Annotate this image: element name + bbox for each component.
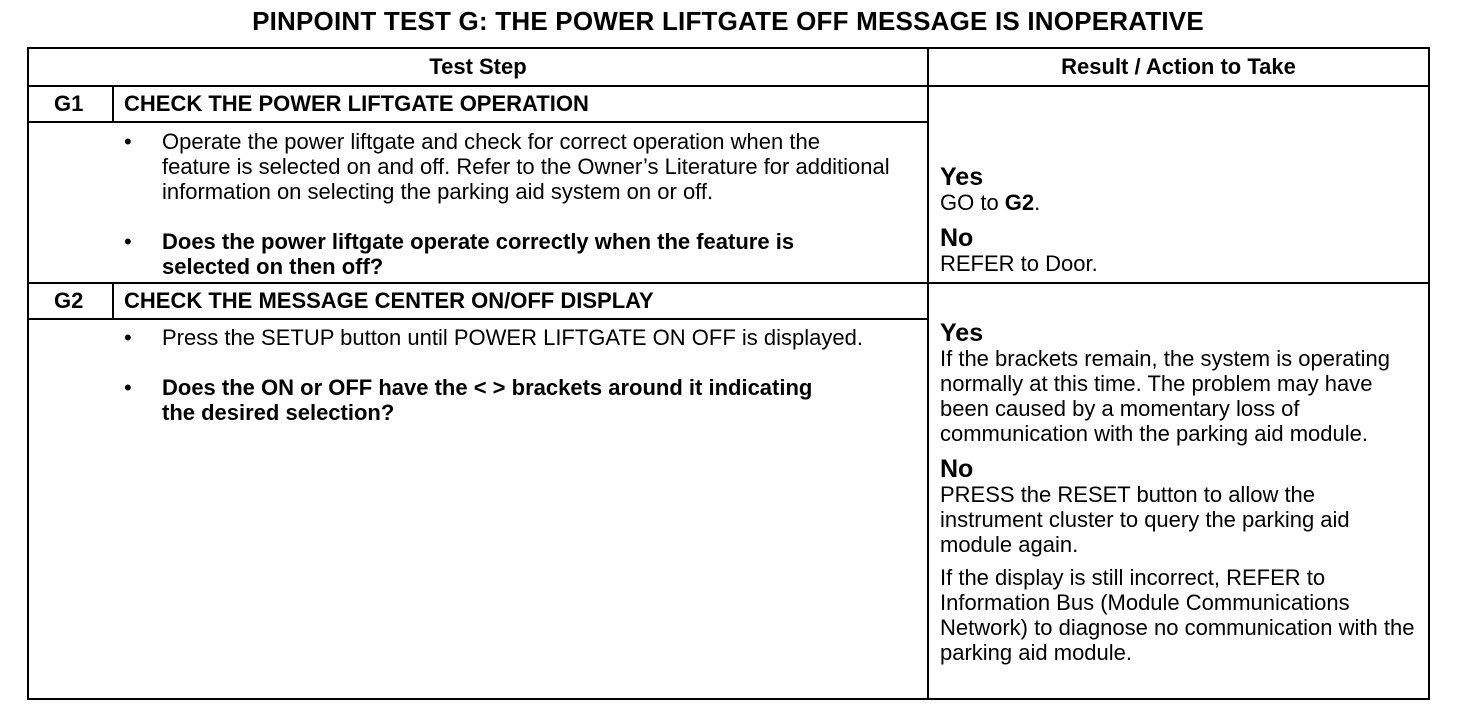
g1-bullet-1-text: Operate the power liftgate and check for correct operation when the feature is selected on and off. Refer to the Owner’s Literature for additional information on selecting the parking aid system on or off. — [162, 129, 890, 204]
g1-yes-text — [940, 190, 1420, 215]
step-heading-g1: CHECK THE POWER LIFTGATE OPERATION — [124, 91, 589, 116]
column-divider — [927, 49, 929, 698]
g1-yes-suffix: . — [1034, 190, 1041, 215]
g1-id-divider — [112, 87, 114, 121]
bullet-glyph: • — [124, 375, 132, 400]
step-id-g2: G2 — [54, 288, 84, 313]
header-divider — [29, 85, 1428, 87]
g2-bullet-1-text: Press the SETUP button until POWER LIFTGATE ON OFF is displayed. — [162, 325, 863, 350]
g1-heading-divider — [29, 121, 927, 123]
g2-id-divider — [112, 284, 114, 318]
test-step-header: Test Step — [429, 54, 527, 79]
g2-result — [940, 321, 1422, 665]
g2-no-label: No — [940, 455, 974, 483]
bullet-glyph: • — [124, 129, 132, 154]
g1-yes-label: Yes — [940, 163, 984, 191]
page-title: PINPOINT TEST G: THE POWER LIFTGATE OFF MESSAGE IS INOPERATIVE — [252, 6, 1204, 36]
result-header: Result / Action to Take — [1061, 54, 1296, 79]
g1-result — [940, 165, 1420, 276]
bullet-glyph: • — [124, 325, 132, 350]
g2-no-text: PRESS the RESET button to allow the instrument cluster to query the parking aid module again. — [940, 482, 1350, 557]
g2-no-text-2: If the display is still incorrect, REFER to Information Bus (Module Communications Network) to diagnose no communication with the parking aid module. — [940, 565, 1415, 665]
g1-bullet-2-text: Does the power liftgate operate correctly when the feature is selected on then off? — [162, 229, 795, 279]
g1-yes-prefix: GO to — [940, 190, 1005, 215]
g1-g2-divider — [29, 282, 1428, 284]
step-id-g1: G1 — [54, 91, 84, 116]
bullet-glyph: • — [124, 229, 132, 254]
g2-bullet-2-text: Does the ON or OFF have the < > brackets around it indicating the desired selection? — [162, 375, 813, 425]
g2-yes-text: If the brackets remain, the system is operating normally at this time. The problem may have been caused by a momentary loss of communication with the parking aid module. — [940, 346, 1390, 446]
g1-no-label: No — [940, 224, 974, 252]
step-heading-g2: CHECK THE MESSAGE CENTER ON/OFF DISPLAY — [124, 288, 654, 313]
g2-heading-divider — [29, 318, 927, 320]
g2-yes-label: Yes — [940, 319, 984, 347]
pinpoint-test-table — [27, 47, 1430, 700]
g1-yes-ref: G2 — [1004, 190, 1035, 215]
g1-no-text: REFER to Door. — [940, 251, 1098, 276]
